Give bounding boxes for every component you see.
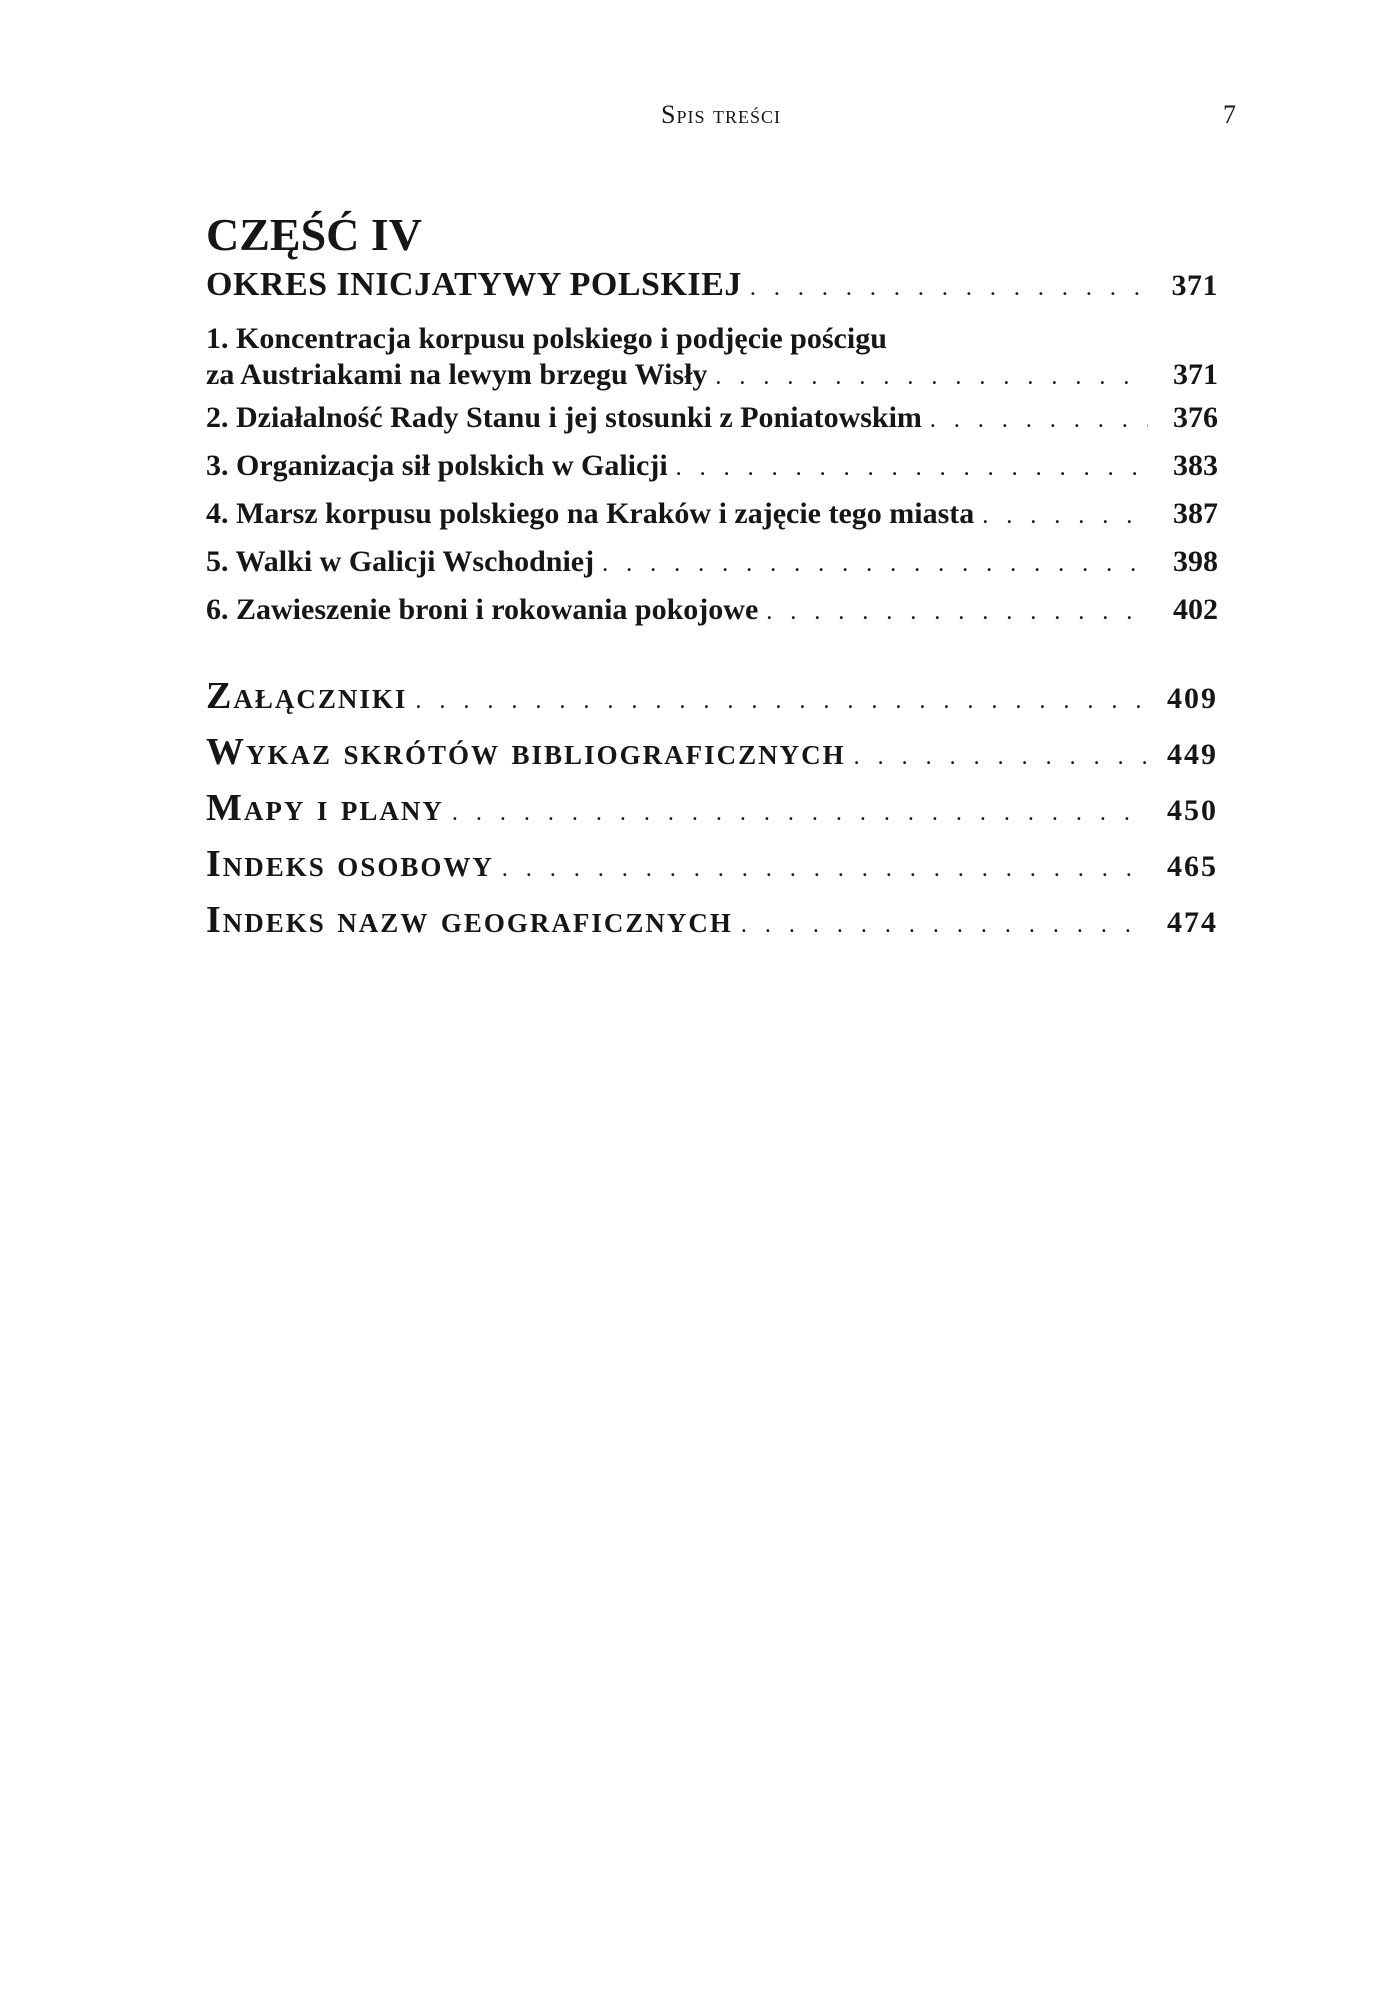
toc-entry-title-line1: 1. Koncentracja korpusu polskiego i podjęcie pościgu — [206, 322, 887, 355]
dot-leader — [854, 729, 1148, 785]
toc-entry-section-person-index[interactable] — [206, 836, 1218, 892]
dot-leader — [741, 897, 1148, 953]
toc-entry-page: 371 — [1171, 269, 1218, 302]
toc-entry-title: 2. Działalność Rady Stanu i jej stosunki z Poniatowskim — [206, 401, 922, 434]
toc-entry-page: 398 — [1173, 545, 1218, 578]
toc-entry-title: 6. Zawieszenie broni i rokowania pokojowe — [206, 593, 759, 626]
toc-entry-page: 376 — [1173, 401, 1218, 434]
toc-entry-chapter-5[interactable] — [206, 538, 1218, 586]
toc-entry-title-line2: za Austriakami na lewym brzegu Wisły — [206, 358, 708, 391]
toc-entry-page: 387 — [1173, 497, 1218, 530]
dot-leader — [982, 492, 1148, 540]
dot-leader — [452, 785, 1148, 841]
toc-entry-section-abbreviations[interactable] — [206, 724, 1218, 780]
toc-entry-section-maps[interactable] — [206, 780, 1218, 836]
running-head — [206, 100, 1236, 140]
toc-entry-title: 3. Organizacja sił polskich w Galicji — [206, 449, 668, 482]
toc-entry-chapter-6[interactable] — [206, 586, 1218, 634]
toc-entry-chapter-1[interactable] — [206, 322, 1218, 394]
toc-entry-title: 5. Walki w Galicji Wschodniej — [206, 545, 595, 578]
toc-entry-page: 402 — [1173, 593, 1218, 626]
toc-entry-page: 449 — [1167, 738, 1218, 771]
toc-entry-part-title[interactable] — [206, 262, 1218, 308]
toc-entry-chapter-2[interactable] — [206, 394, 1218, 442]
dot-leader — [676, 444, 1148, 492]
toc-entry-page: 474 — [1167, 906, 1218, 939]
toc-entry-title: Wykaz skrótów bibliograficznych — [206, 731, 846, 773]
toc-entry-chapter-3[interactable] — [206, 442, 1218, 490]
toc-entry-page: 450 — [1167, 794, 1218, 827]
toc-entry-title: Załączniki — [206, 675, 408, 717]
toc-entry-chapter-4[interactable] — [206, 490, 1218, 538]
toc-entry-page: 371 — [1173, 358, 1218, 391]
page-number: 7 — [1223, 100, 1236, 129]
dot-leader — [766, 588, 1148, 636]
running-title: Spis treści — [661, 100, 781, 129]
dot-leader — [750, 265, 1148, 311]
dot-leader — [930, 396, 1148, 444]
toc-entry-page: 409 — [1167, 682, 1218, 715]
toc-entry-title: Indeks osobowy — [206, 843, 494, 885]
table-of-contents — [206, 209, 1218, 948]
dot-leader — [602, 540, 1148, 588]
toc-entry-title: 4. Marsz korpusu polskiego na Kraków i zajęcie tego miasta — [206, 497, 975, 530]
section-spacer — [206, 634, 1218, 668]
dot-leader — [415, 673, 1148, 729]
toc-entry-title: Mapy i plany — [206, 787, 444, 829]
toc-entry-title: Indeks nazw geograficznych — [206, 899, 733, 941]
toc-entry-page: 383 — [1173, 449, 1218, 482]
toc-entry-section-attachments[interactable] — [206, 668, 1218, 724]
dot-leader — [502, 841, 1148, 897]
toc-entry-title: OKRES INICJATYWY POLSKIEJ — [206, 266, 742, 303]
toc-entry-section-geo-index[interactable] — [206, 892, 1218, 948]
dot-leader — [715, 358, 1148, 396]
part-label: CZĘŚĆ IV — [206, 209, 423, 260]
toc-entry-page: 465 — [1167, 850, 1218, 883]
